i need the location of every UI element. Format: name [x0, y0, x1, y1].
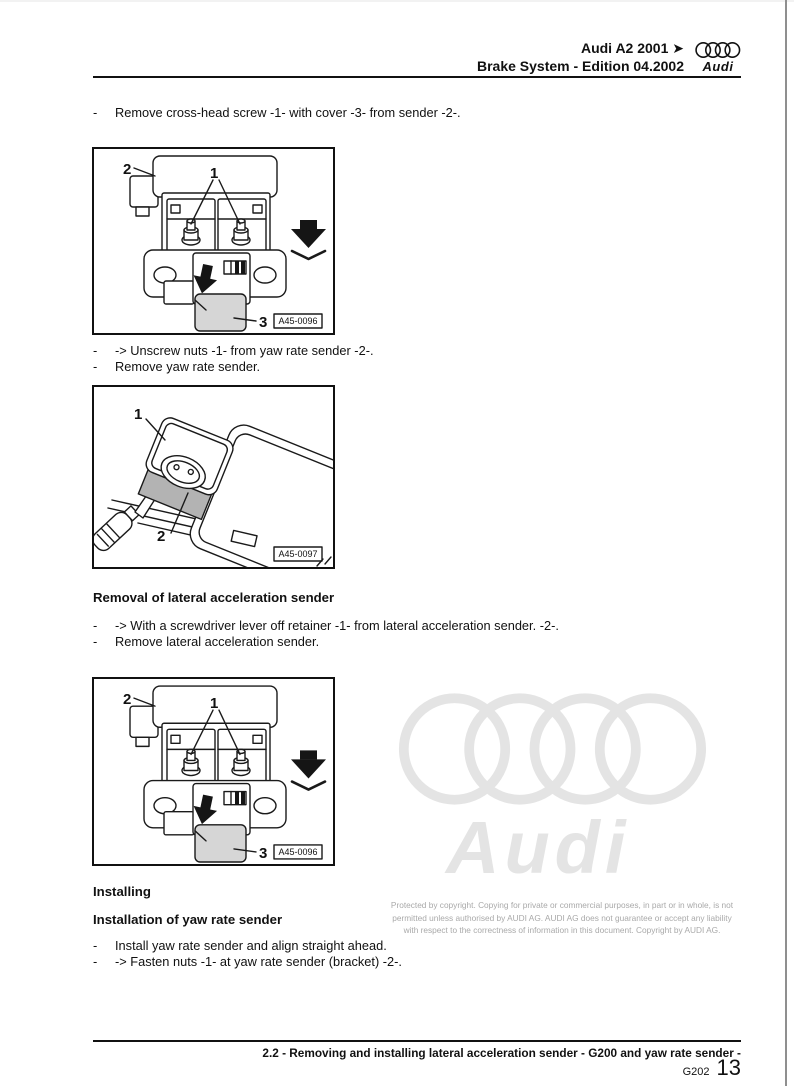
step-row	[93, 954, 733, 970]
copyright-line: permitted unless authorised by AUDI AG. AUDI AG does not guarantee or accept any liability	[392, 912, 732, 923]
copyright-line: with respect to the correctness of information in this document. Copyright by AUDI AG.	[403, 925, 721, 936]
step-text: -> With a screwdriver lever off retainer -1- from lateral acceleration sender. -2-.	[115, 618, 559, 633]
figure-code-label: A45-0097	[278, 549, 318, 559]
figure-code-label: A45-0096	[278, 316, 318, 326]
step-row	[93, 634, 733, 650]
copyright-line: Protected by copyright. Copying for private or commercial purposes, in part or in whole, is not	[390, 900, 734, 910]
step-text: Remove yaw rate sender.	[115, 358, 261, 374]
heading-lateral-removal: Removal of lateral acceleration sender	[93, 590, 335, 605]
bullet-dash: -	[93, 938, 98, 953]
step-text: Remove cross-head screw -1- with cover -3- from sender -2-.	[115, 105, 461, 120]
bullet-dash: -	[93, 633, 98, 649]
step-row	[93, 343, 733, 359]
callout-2: 2	[123, 691, 132, 709]
lateral-removal-steps	[93, 618, 733, 649]
header-text	[477, 39, 684, 75]
heading-installing: Installing	[93, 884, 151, 899]
scan-edge	[0, 0, 794, 2]
step-text: Remove lateral acceleration sender.	[115, 633, 320, 649]
bullet-dash: -	[93, 618, 98, 633]
yaw-sender-bracket-illustration	[94, 679, 333, 864]
step-row	[93, 618, 733, 634]
figure-screwdriver-retainer	[92, 385, 335, 569]
figure-yaw-sender-bracket	[92, 147, 335, 335]
footer-doc-code: G202	[682, 1066, 710, 1078]
bullet-dash: -	[93, 953, 98, 969]
yaw-sender-bracket-illustration	[94, 149, 333, 333]
audi-wordmark-watermark: Audi	[446, 806, 631, 889]
callout-2: 2	[157, 528, 166, 545]
step-text: Install yaw rate sender and align straight ahead.	[115, 938, 387, 953]
figure-code-label: A45-0096	[278, 846, 318, 857]
footer-rule	[93, 1040, 741, 1042]
screwdriver-retainer-illustration	[94, 387, 333, 567]
step-row	[93, 359, 733, 375]
bullet-dash: -	[93, 358, 98, 374]
down-arrow-icon	[300, 220, 317, 229]
callout-3: 3	[259, 314, 268, 331]
audi-rings-icon	[695, 41, 741, 59]
yaw-removal-steps	[93, 343, 733, 374]
callout-2: 2	[123, 161, 132, 178]
figure-yaw-sender-bracket-install	[92, 677, 335, 866]
step-row	[93, 938, 733, 954]
heading-install-yaw: Installation of yaw rate sender	[93, 912, 283, 927]
footer-section-title: 2.2 - Removing and installing lateral acceleration sender - G200 and yaw rate sender -	[262, 1046, 741, 1060]
audi-logo	[694, 39, 742, 73]
bullet-dash: -	[93, 105, 98, 120]
callout-1: 1	[134, 406, 143, 423]
bullet-dash: -	[93, 343, 98, 358]
header-edition-line: Brake System - Edition 04.2002	[477, 58, 684, 74]
intro-steps	[93, 105, 733, 121]
callout-1: 1	[210, 695, 219, 713]
page-edge-line	[785, 0, 787, 1086]
callout-3: 3	[259, 844, 268, 862]
footer-page-number: 13	[716, 1055, 741, 1080]
header-rule	[93, 76, 741, 78]
copyright-notice	[376, 899, 748, 937]
step-text: -> Fasten nuts -1- at yaw rate sender (bracket) -2-.	[115, 953, 402, 969]
down-arrow-icon	[300, 750, 317, 759]
page-header	[477, 39, 742, 75]
step-text: -> Unscrew nuts -1- from yaw rate sender -2-.	[115, 343, 374, 358]
footer-page-info	[683, 1055, 741, 1081]
install-yaw-steps	[93, 938, 733, 969]
callout-1: 1	[210, 165, 219, 182]
audi-wordmark: Audi	[702, 59, 734, 74]
step-row	[93, 105, 733, 121]
audi-rings-watermark	[397, 690, 707, 808]
header-model-line: Audi A2 2001 ➤	[580, 40, 684, 56]
